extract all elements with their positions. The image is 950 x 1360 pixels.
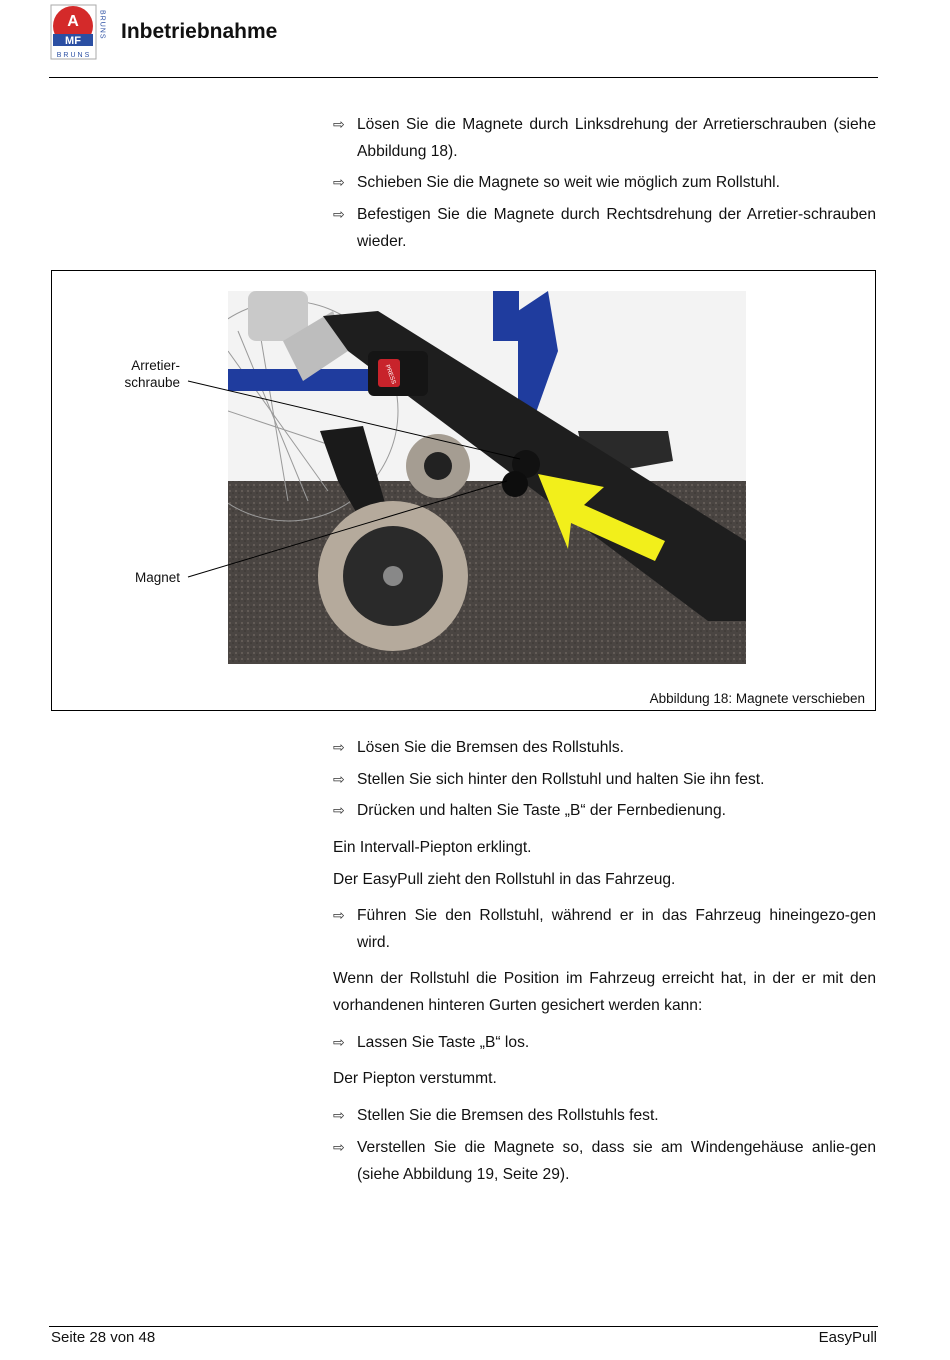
list-item: ⇨ Lösen Sie die Magnete durch Linksdrehung der Arretierschrauben (siehe Abbildung 18). <box>333 111 876 165</box>
figure-caption: Abbildung 18: Magnete verschieben <box>649 691 865 706</box>
list-item: ⇨ Drücken und halten Sie Taste „B“ der Fernbedienung. <box>333 797 876 824</box>
paragraph: Wenn der Rollstuhl die Position im Fahrzeug erreicht hat, in der er mit den vorhandenen hinteren Gurten gesichert werden kann: <box>333 970 876 1014</box>
list-item: ⇨ Verstellen Sie die Magnete so, dass sie am Windengehäuse anlie-gen (siehe Abbildung 19, Seite 29). <box>333 1134 876 1188</box>
list-item: ⇨ Stellen Sie sich hinter den Rollstuhl und halten Sie ihn fest. <box>333 766 876 793</box>
figure-18 <box>51 270 876 711</box>
page-title: Inbetriebnahme <box>121 20 278 43</box>
callout-magnet: Magnet <box>134 570 180 585</box>
list-item: ⇨ Führen Sie den Rollstuhl, während er in das Fahrzeug hineingezo-gen wird. <box>333 902 876 956</box>
hollow-right-arrow-icon: ⇨ <box>333 802 345 818</box>
hollow-right-arrow-icon: ⇨ <box>333 1139 345 1155</box>
callout-arretierschraube: Arretier- schraube <box>124 358 180 390</box>
svg-text:MF: MF <box>65 35 81 47</box>
hollow-right-arrow-icon: ⇨ <box>333 174 345 190</box>
list-item: ⇨ Lösen Sie die Bremsen des Rollstuhls. <box>333 734 876 761</box>
list-item: ⇨ Stellen Sie die Bremsen des Rollstuhls fest. <box>333 1102 876 1129</box>
hollow-right-arrow-icon: ⇨ <box>333 116 345 132</box>
page-number: Seite 28 von 48 <box>51 1329 156 1346</box>
callout-lines <box>52 271 875 710</box>
hollow-right-arrow-icon: ⇨ <box>333 1107 345 1123</box>
list-item: ⇨ Schieben Sie die Magnete so weit wie möglich zum Rollstuhl. <box>333 169 876 196</box>
svg-text:PRESS: PRESS <box>383 364 397 386</box>
footer-divider <box>49 1326 878 1327</box>
hollow-right-arrow-icon: ⇨ <box>333 1034 345 1050</box>
svg-text:BRUNS: BRUNS <box>98 10 106 40</box>
hollow-right-arrow-icon: ⇨ <box>333 771 345 787</box>
paragraph: Der Piepton verstummt. <box>333 1070 497 1087</box>
svg-text:BRUNS: BRUNS <box>56 52 92 59</box>
product-name: EasyPull <box>818 1329 877 1346</box>
hollow-right-arrow-icon: ⇨ <box>333 907 345 923</box>
hollow-right-arrow-icon: ⇨ <box>333 739 345 755</box>
amf-bruns-logo <box>50 4 108 60</box>
list-item: ⇨ Lassen Sie Taste „B“ los. <box>333 1029 876 1056</box>
list-item: ⇨ Befestigen Sie die Magnete durch Rechtsdrehung der Arretier-schrauben wieder. <box>333 201 876 255</box>
header-divider <box>49 77 878 78</box>
paragraph: Ein Intervall-Piepton erklingt. <box>333 839 532 856</box>
paragraph: Der EasyPull zieht den Rollstuhl in das Fahrzeug. <box>333 871 676 888</box>
svg-text:A: A <box>67 13 79 30</box>
hollow-right-arrow-icon: ⇨ <box>333 206 345 222</box>
